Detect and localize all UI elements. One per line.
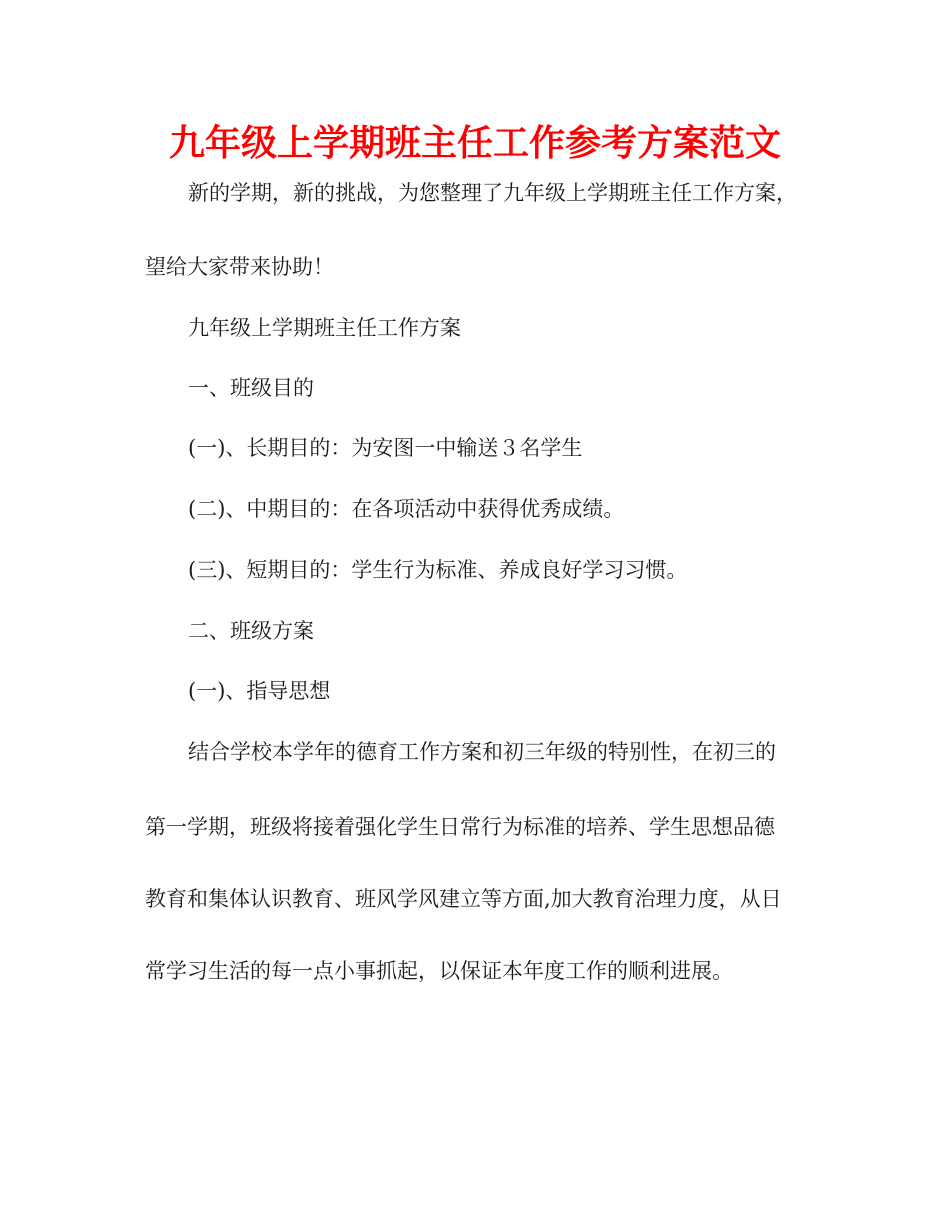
subsection-guiding-thought: (一)、指导思想 <box>188 679 331 703</box>
plan-heading: 九年级上学期班主任工作方案 <box>188 316 461 340</box>
document-title: 九年级上学期班主任工作参考方案范文 <box>168 123 781 164</box>
intro-line-2: 望给大家带来协助！ <box>145 255 334 279</box>
section-2-heading: 二、班级方案 <box>188 619 314 643</box>
goal-mid-term: (二)、中期目的：在各项活动中获得优秀成绩。 <box>188 497 625 521</box>
section-1-heading: 一、班级目的 <box>188 376 314 400</box>
paragraph-line-4: 常学习生活的每一点小事抓起，以保证本年度工作的顺利进展。 <box>145 959 733 983</box>
paragraph-line-1: 结合学校本学年的德育工作方案和初三年级的特别性，在初三的 <box>188 740 776 764</box>
paragraph-line-3: 教育和集体认识教育、班风学风建立等方面,加大教育治理力度，从日 <box>145 887 782 911</box>
goal-long-term: (一)、长期目的：为安图一中输送３名学生 <box>188 436 583 460</box>
goal-short-term: (三)、短期目的：学生行为标准、养成良好学习习惯。 <box>188 558 688 582</box>
paragraph-line-2: 第一学期，班级将接着强化学生日常行为标准的培养、学生思想品德 <box>145 815 775 839</box>
intro-line-1: 新的学期，新的挑战，为您整理了九年级上学期班主任工作方案， <box>188 181 797 205</box>
